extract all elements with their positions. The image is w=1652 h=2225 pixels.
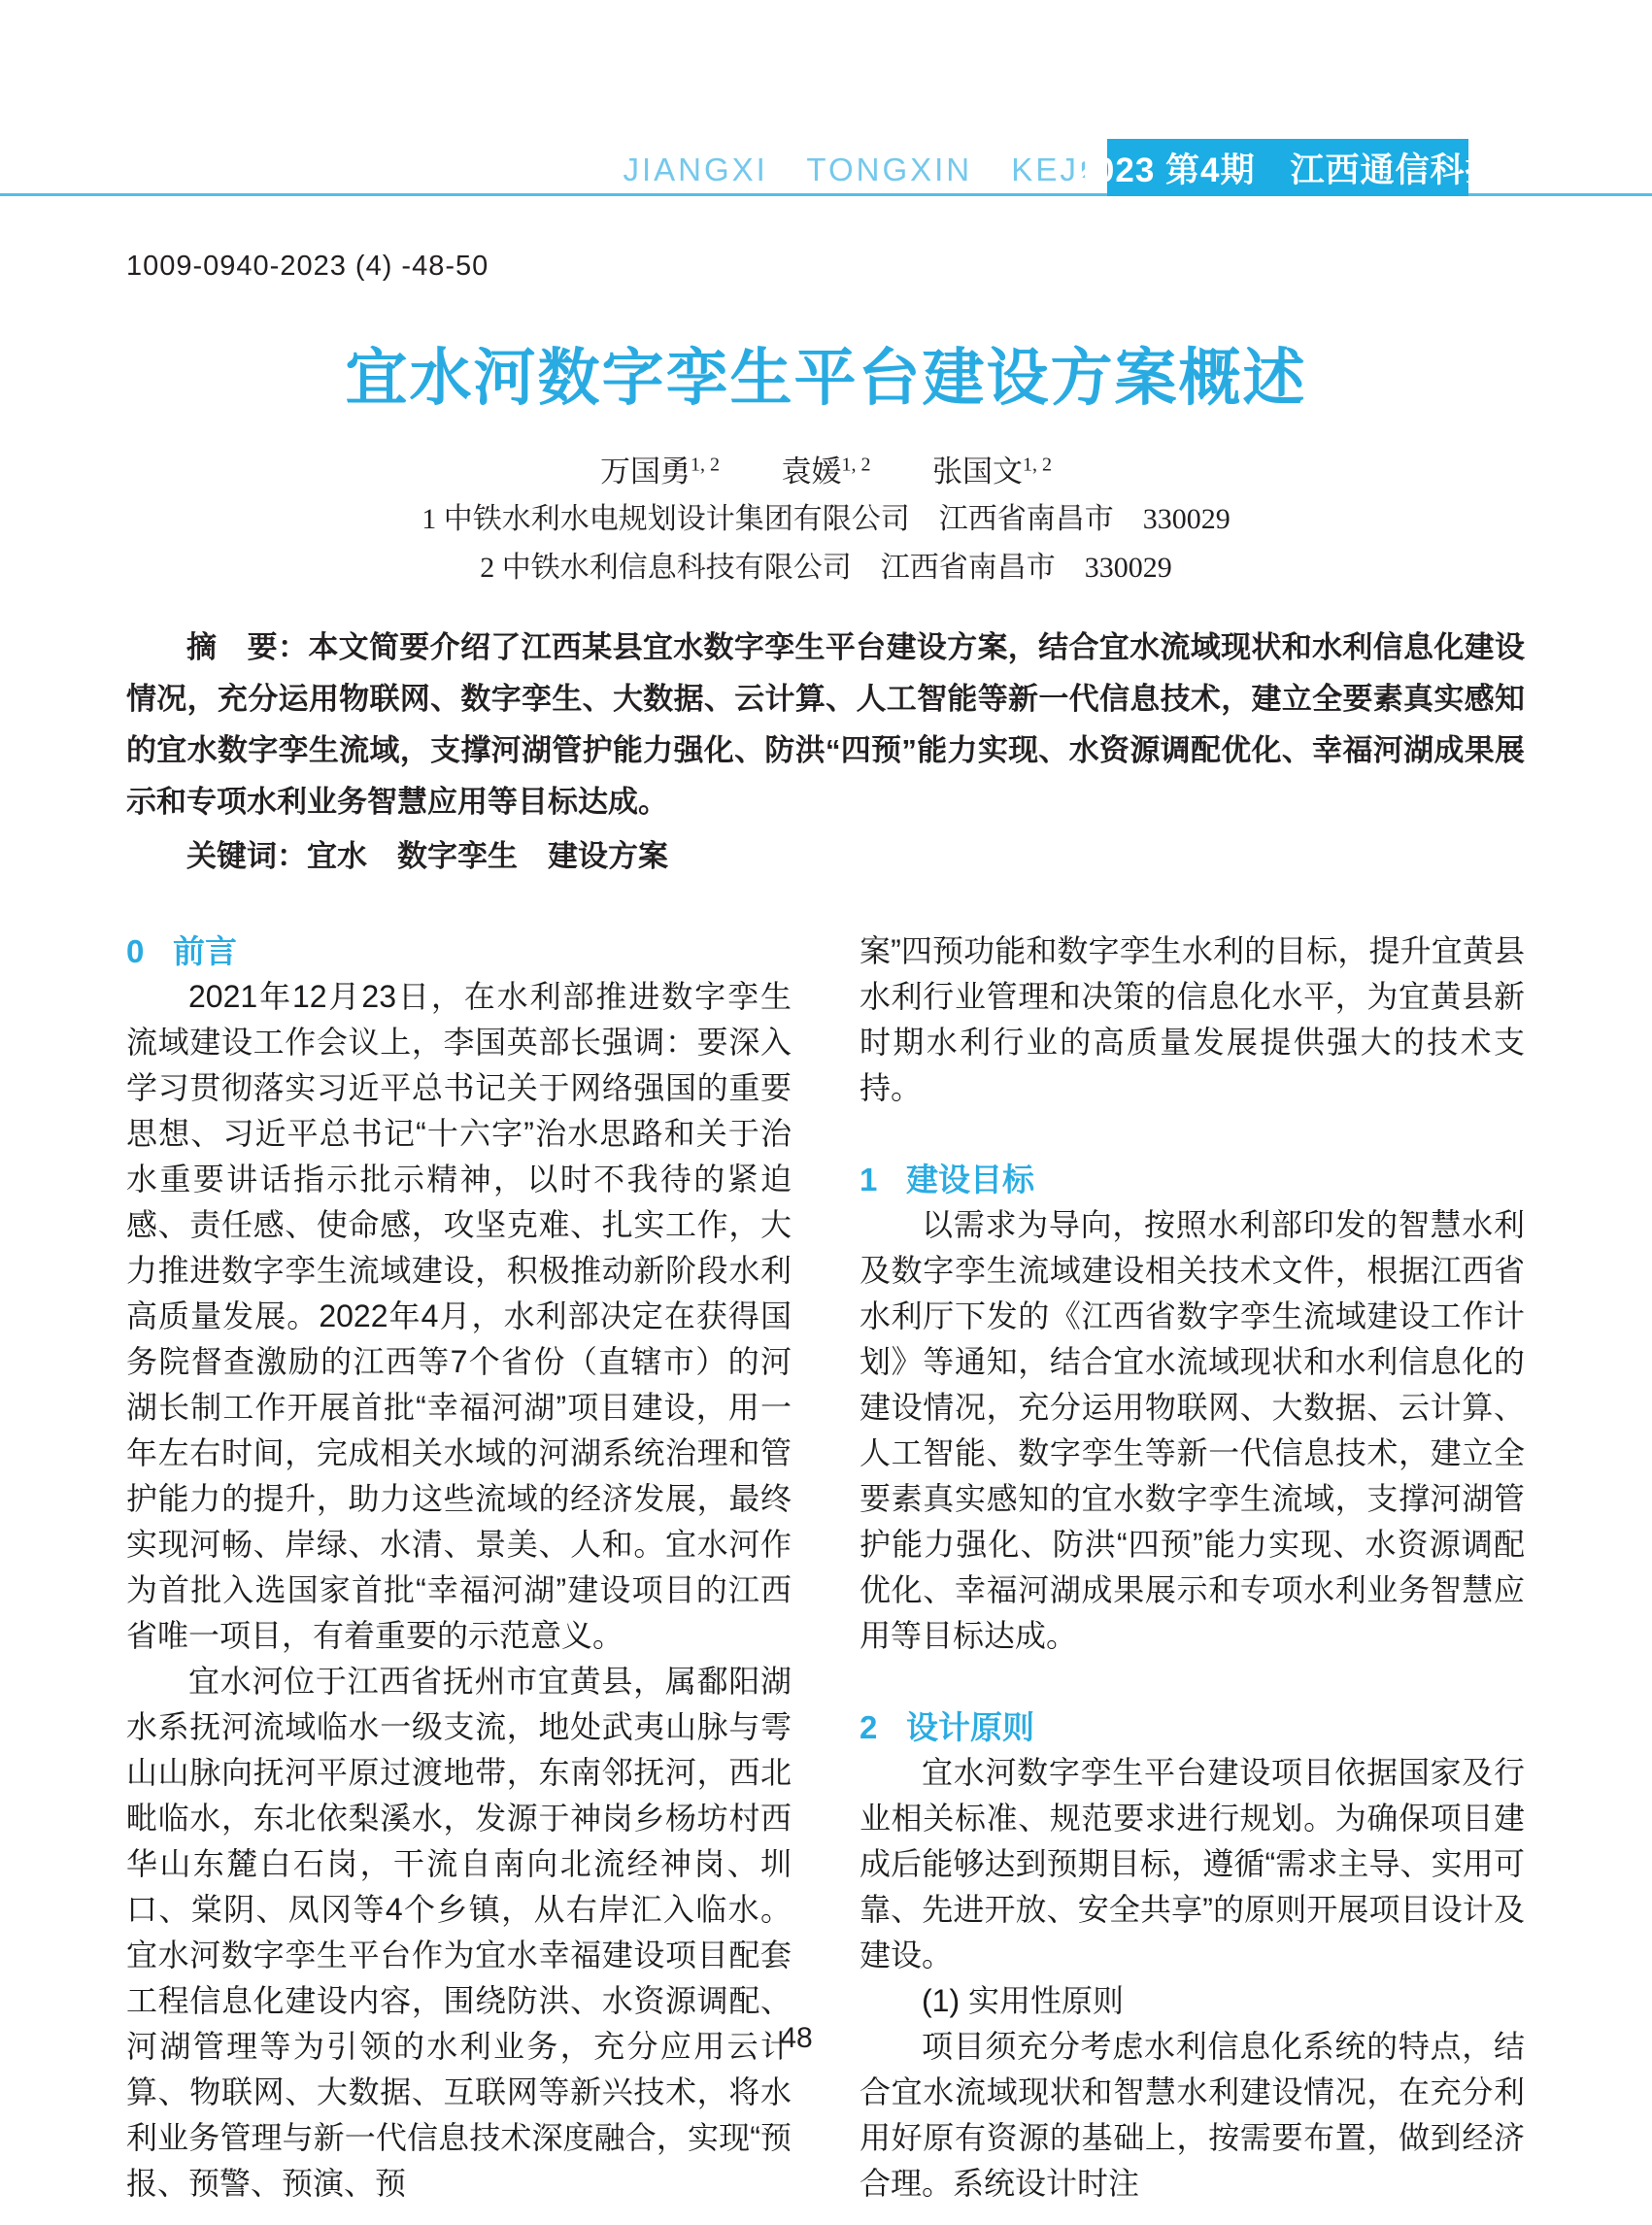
body-paragraph-continuation: 案”四预功能和数字孪生水利的目标，提升宜黄县水利行业管理和决策的信息化水平，为宜黄县新时期水利行业的高质量发展提供强大的技术支持。: [860, 933, 1525, 1105]
author: [600, 455, 720, 489]
affiliation-line: 1 中铁水利水电规划设计集团有限公司 江西省南昌市 330029: [421, 503, 1231, 535]
body-paragraph: 宜水河数字孪生平台建设项目依据国家及行业相关标准、规范要求进行规划。为确保项目建成后能够达到预期目标，遵循“需求主导、实用可靠、先进开放、安全共享”的原则开展项目设计及建设。: [860, 1755, 1525, 1972]
section-heading-1: [860, 1157, 1525, 1202]
body-paragraph: 2021年12月23日，在水利部推进数字孪生流域建设工作会议上，李国英部长强调：要深入学习贯彻落实习近平总书记关于网络强国的重要思想、习近平总书记“十六字”治水思路和关于治水重要讲话指示批示精神，以时不我待的紧迫感、责任感、使命感，攻坚克难、扎实工作，大力推进数字孪生流域建设，积极推动新阶段水利高质量发展。2022年4月，水利部决定在获得国务院督查激励的江西等7个省份（直辖市）的河湖长制工作开展首批“幸福河湖”项目建设，用一年左右时间，完成相关水域的河湖系统治理和管护能力的提升，助力这些流域的经济发展，最终实现河畅、岸绿、水清、景美、人和。宜水河作为首批入选国家首批“幸福河湖”建设项目的江西省唯一项目，有着重要的示范意义。: [126, 979, 792, 1653]
left-column: [126, 928, 792, 2207]
author-name: 万国勇: [599, 455, 691, 489]
body-paragraph: 宜水河位于江西省抚州市宜黄县，属鄱阳湖水系抚河流域临水一级支流，地处武夷山脉与雩山山脉向抚河平原过渡地带，东南邻抚河，西北毗临水，东北依梨溪水，发源于神岗乡杨坊村西华山东麓白石岗，干流自南向北流经神岗、圳口、棠阴、凤冈等4个乡镇，从右岸汇入临水。宜水河数字孪生平台作为宜水幸福建设项目配套工程信息化建设内容，围绕防洪、水资源调配、河湖管理等为引领的水利业务，充分应用云计算、物联网、大数据、互联网等新兴技术，将水利业务管理与新一代信息技术深度融合，实现“预报、预警、预演、预: [126, 1664, 792, 2201]
right-column: [860, 928, 1525, 2207]
page-header: [0, 0, 1652, 196]
page-number: 48: [780, 2022, 813, 2054]
authors-line: [0, 447, 1652, 490]
section-heading-0: [126, 928, 792, 974]
affiliations-block: [0, 495, 1652, 592]
section-title: 前言: [173, 933, 238, 969]
author-name: 张国文: [932, 455, 1024, 489]
abstract-label: 摘 要：: [186, 630, 309, 664]
affiliation-line: 2 中铁水利信息科技有限公司 江西省南昌市 330029: [480, 552, 1172, 584]
author-affiliation-marker: 1, 2: [841, 454, 871, 476]
author-affiliation-marker: 1, 2: [1023, 454, 1053, 476]
abstract-text: 本文简要介绍了江西某县宜水数字孪生平台建设方案，结合宜水流域现状和水利信息化建设情况，充分运用物联网、数字孪生、大数据、云计算、人工智能等新一代信息技术，建立全要素真实感知的宜水数字孪生流域，支撑河湖管护能力强化、防洪“四预”能力实现、水资源调配优化、幸福河湖成果展示和专项水利业务智慧应用等目标达成。: [126, 630, 1526, 819]
author-name: 袁媛: [781, 455, 842, 489]
issue-banner: 2023 第4期 江西通信科技: [1107, 139, 1468, 196]
body-columns: [126, 928, 1525, 2207]
keywords-line: [126, 831, 1525, 875]
article-number: 1009-0940-2023 (4) -48-50: [126, 251, 489, 282]
section-heading-2: [860, 1704, 1525, 1750]
body-paragraph: (1) 实用性原则: [922, 1983, 1125, 2018]
article-title: 宜水河数字孪生平台建设方案概述: [345, 343, 1307, 413]
keywords-label: 关键词：: [186, 839, 307, 873]
body-paragraph: 项目须充分考虑水利信息化系统的特点，结合宜水流域现状和智慧水利建设情况，在充分利用好原有资源的基础上，按需要布置，做到经济合理。系统设计时注: [860, 2029, 1525, 2201]
author-affiliation-marker: 1, 2: [690, 454, 720, 476]
section-title: 建设目标: [906, 1162, 1035, 1197]
section-number: 0: [126, 933, 145, 969]
section-number: 2: [860, 1709, 878, 1745]
author: [782, 455, 871, 489]
journal-name-pinyin: JIANGXI TONGXIN KEJI: [623, 152, 1091, 187]
author: [932, 455, 1052, 489]
section-title: 设计原则: [906, 1709, 1035, 1745]
section-number: 1: [860, 1162, 878, 1197]
body-paragraph: 以需求为导向，按照水利部印发的智慧水利及数字孪生流域建设相关技术文件，根据江西省水利厅下发的《江西省数字孪生流域建设工作计划》等通知，结合宜水流域现状和水利信息化的建设情况，充分运用物联网、大数据、云计算、人工智能、数字孪生等新一代信息技术，建立全要素真实感知的宜水数字孪生流域，支撑河湖管护能力强化、防洪“四预”能力实现、水资源调配优化、幸福河湖成果展示和专项水利业务智慧应用等目标达成。: [860, 1207, 1525, 1653]
keywords-text: 宜水 数字孪生 建设方案: [307, 839, 668, 873]
abstract-paragraph: [126, 622, 1525, 827]
